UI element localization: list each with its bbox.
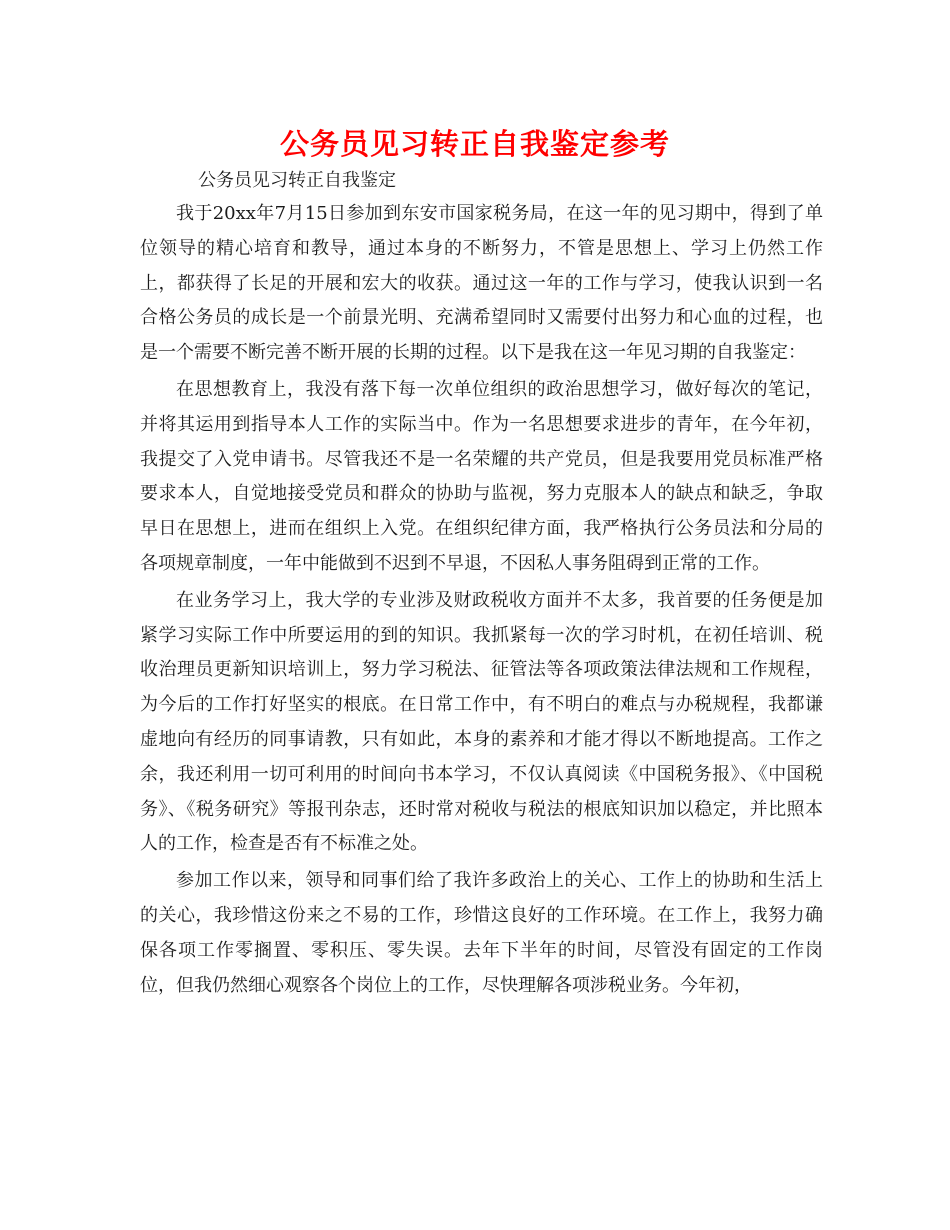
- paragraph: 在思想教育上，我没有落下每一次单位组织的政治思想学习，做好每次的笔记，并将其运用到指导本人工作的实际当中。作为一名思想要求进步的青年，在今年初，我提交了入党申请书。尽管我还不是一名荣耀的共产党员，但是我要用党员标准严格要求本人，自觉地接受党员和群众的协助与监视，努力克服本人的缺点和缺乏，争取早日在思想上，进而在组织上入党。在组织纪律方面，我严格执行公务员法和分局的各项规章制度，一年中能做到不迟到不早退，不因私人事务阻碍到正常的工作。: [140, 378, 823, 574]
- document-body: [140, 197, 823, 1005]
- document-title: 公务员见习转正自我鉴定参考: [279, 127, 670, 161]
- paragraph: 我于20xx年7月15日参加到东安市国家税务局，在这一年的见习期中，得到了单位领导的精心培育和教导，通过本身的不断努力，不管是思想上、学习上仍然工作上，都获得了长足的开展和宏大的收获。通过这一年的工作与学习，使我认识到一名合格公务员的成长是一个前景光明、充满希望同时又需要付出努力和心血的过程，也是一个需要不断完善不断开展的长期的过程。以下是我在这一年见习期的自我鉴定：: [140, 203, 823, 364]
- document-subtitle: 公务员见习转正自我鉴定: [198, 170, 396, 191]
- paragraph: 参加工作以来，领导和同事们给了我许多政治上的关心、工作上的协助和生活上的关心，我珍惜这份来之不易的工作，珍惜这良好的工作环境。在工作上，我努力确保各项工作零搁置、零积压、零失误。去年下半年的时间，尽管没有固定的工作岗位，但我仍然细心观察各个岗位上的工作，尽快理解各项涉税业务。今年初，: [140, 870, 823, 996]
- paragraph: 在业务学习上，我大学的专业涉及财政税收方面并不太多，我首要的任务便是加紧学习实际工作中所要运用的到的知识。我抓紧每一次的学习时机，在初任培训、税收治理员更新知识培训上，努力学习税法、征管法等各项政策法律法规和工作规程，为今后的工作打好坚实的根底。在日常工作中，有不明白的难点与办税规程，我都谦虚地向有经历的同事请教，只有如此，本身的素养和才能才得以不断地提高。工作之余，我还利用一切可利用的时间向书本学习，不仅认真阅读《中国税务报》、《中国税务》、《税务研究》等报刊杂志，还时常对税收与税法的根底知识加以稳定，并比照本人的工作，检查是否有不标准之处。: [140, 589, 823, 855]
